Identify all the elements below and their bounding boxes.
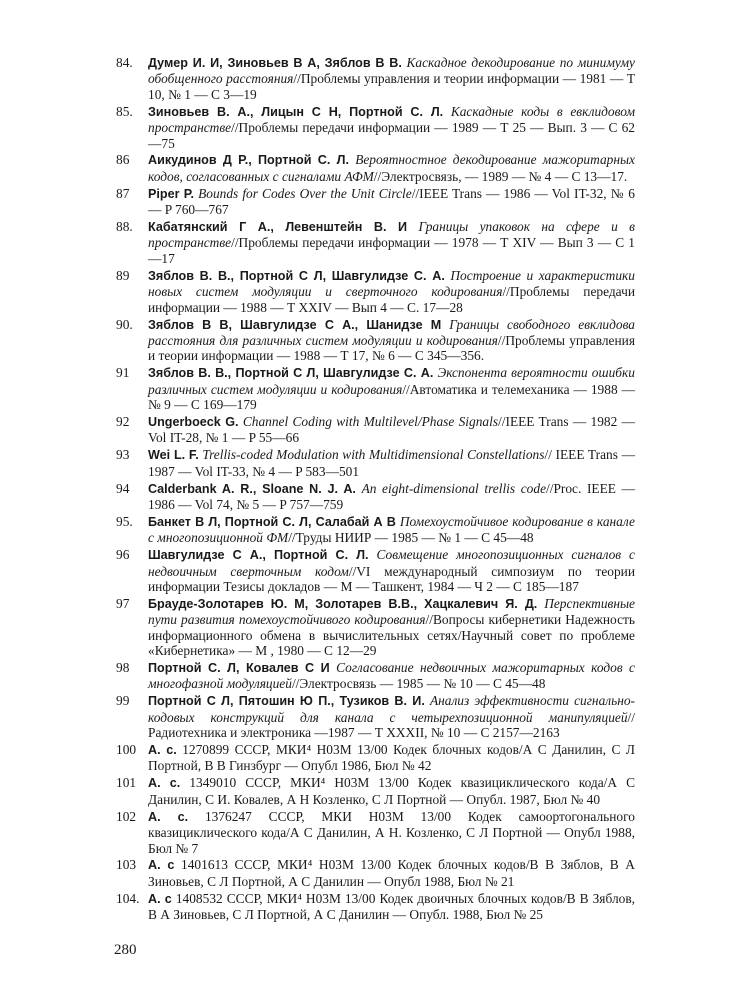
reference-source: //Proc. IEEE — 1986 — Vol 74, № 5 — P 757—759: [148, 480, 635, 512]
reference-authors: Брауде-Золотарев Ю. М, Золотарев В.В., Хацкалевич Я. Д.: [148, 596, 538, 611]
reference-authors: Банкет В Л, Портной С. Л, Салабай А В: [148, 514, 396, 529]
reference-source: //Проблемы передачи информации — 1988 — Т XXIV — Вып 4 — С. 17—28: [148, 284, 635, 315]
reference-item: [100, 104, 635, 151]
reference-source: 1401613 СССР, МКИ⁴ Н03М 13/00 Кодек блочных кодов/В В Зяблов, В А Зиновьев, С Л Портной, А С Данилин — Опубл 1988, Бюл № 21: [148, 857, 635, 889]
reference-authors: Аикудинов Д Р., Портной С. Л.: [148, 153, 350, 168]
reference-source: 1408532 СССР, МКИ⁴ Н03М 13/00 Кодек двоичных блочных кодов/В В Зяблов, В А Зиновьев, С Л Портной, А С Данилин — Опубл. 1988, Бюл № 25: [148, 890, 635, 923]
reference-title: Границы упаковок на сфере и в пространстве: [148, 219, 635, 251]
reference-authors: Calderbank A. R., Sloane N. J. A.: [148, 481, 356, 496]
reference-list: [100, 55, 635, 924]
reference-source: //IEEE Trans — 1986 — Vol IT-32, № 6 — P 760—767: [148, 185, 635, 218]
reference-authors: А. с.: [148, 809, 189, 824]
reference-authors: Портной С Л, Пятошин Ю П., Тузиков В. И.: [148, 694, 425, 709]
reference-number: 96: [116, 547, 130, 563]
reference-item: [100, 547, 635, 594]
reference-authors: Зяблов В. В., Портной С Л, Шавгулидзе С. А.: [148, 366, 434, 381]
reference-title: Каскадные коды в евклидовом пространстве: [148, 103, 635, 136]
reference-source: 1376247 СССР, МКИ Н03М 13/00 Кодек самоортогонального квазициклического кода/А С Данилин, А Н. Козленко, С Л Портной — Опубл 1988, Бюл № 7: [148, 808, 635, 856]
reference-authors: Зиновьев В. А., Лицын С Н, Портной С. Л.: [148, 104, 444, 119]
reference-title: Bounds for Codes Over the Unit Circle: [198, 185, 412, 201]
reference-authors: Wei L. F.: [148, 448, 199, 463]
reference-source: 1349010 СССР, МКИ⁴ Н03М 13/00 Кодек квазициклического кода/А С Данилин, С И. Ковалев, А Н Козленко, С Л Портной — Опубл. 1987, Бюл № 40: [148, 775, 635, 807]
reference-authors: Кабатянский Г А., Левенштейн В. И: [148, 220, 408, 235]
reference-authors: Piper P.: [148, 186, 194, 201]
reference-authors: Зяблов В В, Шавгулидзе С А., Шанидзе М: [148, 317, 442, 332]
reference-source: //Электросвязь, — 1989 — № 4 — С 13—17.: [373, 168, 628, 184]
reference-item: [100, 857, 635, 889]
reference-source: //Проблемы управления и теории информации — 1981 — Т 10, № 1 — С 3—19: [148, 71, 636, 102]
reference-title: Согласование недвоичных мажоритарных кодов с многофазной модуляцией: [148, 660, 635, 692]
reference-title: Вероятностное декодирование мажоритарных кодов, согласованных с сигналами АФМ: [148, 152, 635, 184]
reference-item: [100, 447, 635, 479]
reference-number: 104.: [116, 890, 140, 906]
reference-item: [100, 775, 635, 807]
reference-authors: Думер И. И, Зиновьев В А, Зяблов В В.: [148, 56, 402, 70]
reference-source: //Вопросы кибернетики Надежность информационного обмена в вычислительных сетях/Научный совет по проблеме «Кибернетика» — М , 1980 — С 12—29: [148, 612, 635, 659]
reference-number: 90.: [116, 316, 133, 332]
reference-title: Экспонента вероятности ошибки различных систем модуляции и кодирования: [148, 365, 635, 397]
reference-source: // IEEE Trans — 1987 — Vol IT-33, № 4 — P 583—501: [148, 447, 635, 479]
reference-authors: Зяблов В. В., Портной С Л, Шавгулидзе С. А.: [148, 268, 445, 283]
reference-title: Помехоустойчивое кодирование в канале с многопозиционной ФМ: [148, 513, 635, 546]
reference-source: //Электросвязь — 1985 — № 10 — С 45—48: [291, 676, 546, 692]
reference-number: 100: [116, 742, 137, 758]
reference-number: 91: [116, 365, 130, 381]
reference-item: [100, 152, 635, 184]
reference-item: [100, 514, 635, 546]
reference-authors: А. с.: [148, 776, 181, 791]
reference-item: [100, 186, 635, 218]
reference-number: 89: [116, 267, 130, 283]
reference-source: //Проблемы управления и теории информации — 1988 — Т 17, № 6 — С 345—356.: [148, 332, 635, 364]
reference-number: 84.: [116, 55, 133, 70]
reference-source: //IEEE Trans — 1982 — Vol IT-28, № 1 — P 55—66: [148, 413, 635, 446]
reference-title: Каскадное декодирование по минимуму обобщенного расстояния: [148, 55, 635, 87]
reference-title: Совмещение многопозиционных сигналов с недвоичным сверточным кодом: [148, 547, 635, 579]
reference-number: 98: [116, 660, 130, 676]
reference-number: 88.: [116, 219, 133, 235]
reference-number: 85.: [116, 103, 133, 119]
reference-number: 99: [116, 693, 130, 709]
reference-title: Построение и характеристики новых систем модуляции и сверточного кодирования: [148, 267, 635, 300]
reference-title: Анализ эффективности сигнально-кодовых конструкций для канала с четырехпозиционной манипуляцией: [148, 693, 635, 725]
reference-source: //Проблемы передачи информации — 1978 — Т XIV — Вып 3 — С 1—17: [148, 235, 635, 266]
reference-authors: А. с: [148, 891, 172, 906]
reference-item: [100, 414, 635, 446]
reference-number: 97: [116, 595, 130, 611]
reference-item: [100, 268, 635, 315]
reference-item: [100, 219, 635, 266]
reference-source: //Труды НИИР — 1985 — № 1 — С 45—48: [288, 530, 534, 546]
reference-number: 92: [116, 413, 130, 429]
reference-item: [100, 55, 635, 102]
reference-item: [100, 317, 635, 364]
reference-authors: Ungerboeck G.: [148, 414, 239, 429]
reference-title: Перспективные пути развития помехоустойчивого кодирования: [148, 595, 635, 628]
reference-authors: А. с: [148, 858, 175, 873]
reference-number: 87: [116, 185, 130, 201]
reference-source: //Радиотехника и электроника —1987 — Т XXXII, № 10 — С 2157—2163: [148, 709, 635, 741]
reference-item: [100, 742, 635, 774]
reference-item: [100, 660, 635, 692]
reference-number: 94: [116, 480, 130, 496]
reference-number: 102: [116, 808, 137, 824]
reference-source: //Автоматика и телемеханика — 1988 — № 9 — С 169—179: [148, 381, 635, 413]
reference-item: [100, 365, 635, 412]
reference-authors: А. с.: [148, 743, 177, 758]
reference-source: //VI международный симпозиум по теории информации Тезисы докладов — М — Ташкент, 1984 — Ч 2 — С 185—187: [148, 563, 635, 594]
reference-item: [100, 481, 635, 513]
reference-item: [100, 693, 635, 740]
reference-authors: Шавгулидзе С А., Портной С. Л.: [148, 548, 369, 563]
reference-number: 95.: [116, 513, 133, 529]
reference-title: An eight-dimensional trellis code: [361, 480, 547, 496]
reference-authors: Портной С. Л, Ковалев С И: [148, 661, 330, 676]
reference-number: 101: [116, 775, 137, 791]
reference-number: 103: [116, 857, 137, 873]
page-number: 280: [114, 942, 137, 958]
reference-source: 1270899 СССР, МКИ⁴ Н03М 13/00 Кодек блочных кодов/А С Данилин, С Л Портной, В В Гинзбург — Опубл 1986, Бюл № 42: [148, 742, 635, 774]
reference-title: Trellis-coded Modulation with Multidimensional Constellations: [202, 447, 545, 463]
reference-item: [100, 596, 635, 659]
reference-title: Границы свободного евклидова расстояния для различных систем модуляции и кодирования: [148, 316, 635, 348]
reference-title: Channel Coding with Multilevel/Phase Signals: [242, 413, 499, 429]
reference-item: [100, 891, 635, 923]
reference-number: 93: [116, 447, 130, 463]
reference-number: 86: [116, 152, 130, 168]
reference-item: [100, 809, 635, 856]
reference-source: //Проблемы передачи информации — 1989 — Т 25 — Вып. 3 — С 62—75: [148, 120, 635, 151]
